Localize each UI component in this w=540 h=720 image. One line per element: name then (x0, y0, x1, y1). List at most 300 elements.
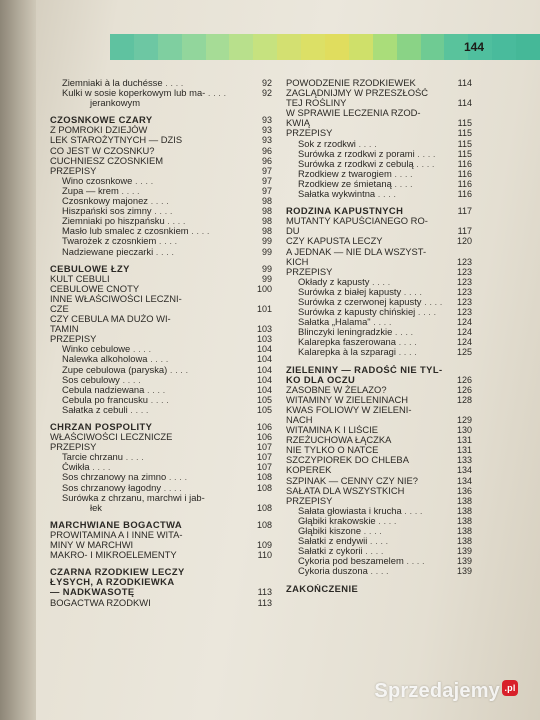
toc-entry-page: 104 (256, 364, 272, 375)
toc-entry-title: Rzodkiew z twarogiem . . . . (286, 169, 452, 179)
toc-entry-title: Winko cebulowe . . . . (50, 344, 252, 354)
toc-entry-page: 131 (456, 435, 472, 446)
toc-entry-title: Wino czosnkowe . . . . (50, 176, 252, 186)
toc-entry (286, 267, 472, 277)
toc-entry (50, 493, 272, 503)
toc-entry-page: 105 (256, 404, 272, 415)
toc-entry-title: KWAS FOLIOWY W ZIELENI- (286, 404, 412, 415)
toc-entry (50, 135, 272, 145)
toc-entry-page: 104 (256, 374, 272, 385)
toc-entry-page: 96 (261, 145, 272, 156)
toc-entry (286, 287, 472, 297)
toc-entry (50, 156, 272, 166)
toc-entry (286, 257, 472, 267)
toc-entry-title: ZASOBNE W ŻELAZO? (286, 384, 387, 395)
toc-entry (50, 166, 272, 176)
toc-entry-page: 97 (261, 165, 272, 176)
toc-entry-page: 139 (456, 566, 472, 577)
watermark-text: Sprzedajemy (374, 680, 500, 702)
toc-entry-title: Sos chrzanowy łagodny . . . . (50, 483, 252, 493)
header-stripe (373, 34, 397, 60)
toc-entry-title: SZCZYPIOREK DO CHLEBA (286, 455, 409, 466)
header-stripe (134, 34, 158, 60)
sprzedajemy-watermark (374, 680, 518, 703)
toc-entry-page: 138 (456, 495, 472, 506)
toc-entry (50, 354, 272, 364)
toc-entry (286, 486, 472, 496)
toc-entry (50, 247, 272, 257)
toc-entry-title: CZE (50, 303, 69, 314)
toc-entry-page: 116 (457, 189, 472, 200)
toc-entry-title: Głąbiki krakowskie . . . . (286, 516, 452, 526)
toc-entry-page: 107 (256, 442, 272, 453)
toc-entry-page: 104 (256, 384, 272, 395)
toc-entry-title: jerankowym (90, 98, 141, 109)
toc-entry (286, 216, 472, 226)
header-stripe (421, 34, 445, 60)
toc-entry (50, 462, 272, 472)
toc-entry-title: Sałatki z endywii . . . . (286, 536, 452, 546)
toc-entry-title: WŁAŚCIWOŚCI LECZNICZE (50, 432, 173, 443)
toc-entry-page: 98 (261, 216, 272, 227)
toc-entry-title: LEK STAROŻYTNYCH — DZIS (50, 135, 183, 146)
toc-entry (286, 247, 472, 257)
toc-entry-page: 100 (256, 283, 272, 294)
toc-entry-title: NACH (286, 415, 313, 425)
toc-entry-page: 93 (261, 135, 272, 146)
toc-entry-page: 126 (456, 384, 472, 395)
toc-entry (286, 337, 472, 347)
toc-entry-title: WITAMINA K I LIŚCIE (286, 425, 379, 436)
toc-entry-title: W SPRAWIE LECZENIA RZOD- (286, 108, 421, 119)
toc-entry-title: SAŁATA DLA WSZYSTKICH (286, 485, 405, 496)
toc-entry (50, 216, 272, 226)
toc-entry (50, 88, 272, 98)
toc-entry-title: Sałatki z cykorii . . . . (286, 546, 452, 556)
toc-entry (50, 598, 272, 608)
toc-entry-title: RODZINA KAPUSTNYCH (286, 206, 404, 217)
toc-entry (50, 176, 272, 186)
toc-entry-page: 115 (457, 128, 472, 139)
toc-entry-title: WITAMINY W ZIELENINACH (286, 394, 409, 405)
toc-entry-page: 133 (456, 455, 472, 466)
toc-entry-page: 108 (256, 482, 272, 493)
toc-entry-page: 98 (261, 196, 272, 207)
toc-entry-title: CZARNA RZODKIEW LECZY (50, 567, 185, 578)
toc-entry (50, 274, 272, 284)
toc-entry (286, 297, 472, 307)
toc-entry (50, 78, 272, 88)
toc-entry-title: PRZEPISY (50, 442, 97, 453)
toc-entry-page: 136 (456, 485, 472, 496)
toc-entry-title: POWODZENIE RZODKIEWEK (286, 78, 416, 88)
toc-entry-page: 125 (456, 347, 472, 358)
toc-entry-title: ŁYSYCH, A RZODKIEWKA (50, 577, 175, 588)
toc-entry (286, 108, 472, 118)
toc-entry-page: 116 (457, 158, 472, 169)
toc-entry-page: 139 (456, 546, 472, 557)
toc-entry-page: 99 (261, 273, 272, 284)
header-stripe (325, 34, 349, 60)
toc-entry (50, 503, 272, 513)
toc-entry-title: Nadziewane pieczarki . . . . (50, 247, 252, 257)
toc-entry (286, 546, 472, 556)
toc-entry-page: 104 (256, 344, 272, 355)
header-stripe (277, 34, 301, 60)
toc-entry (50, 294, 272, 304)
toc-entry-title: ZIELENINY — RADOŚĆ NIE TYL- (286, 364, 443, 375)
toc-entry-title: Cykoria pod beszamelem . . . . (286, 556, 452, 566)
toc-entry-page: 117 (457, 206, 472, 217)
toc-entry-page: 113 (257, 587, 272, 598)
toc-entry-title: KO DLA OCZU (286, 374, 356, 385)
toc-entry-page: 98 (261, 226, 272, 237)
toc-entry (50, 550, 272, 560)
toc-entry (50, 206, 272, 216)
toc-entry-title: DU (286, 226, 300, 237)
toc-entry-page: 138 (456, 536, 472, 547)
toc-entry (286, 226, 472, 236)
toc-entry-title: PRZEPISY (50, 334, 97, 345)
toc-entry (50, 236, 272, 246)
toc-entry-page: 138 (456, 505, 472, 516)
toc-entry-page: 114 (457, 78, 472, 88)
toc-entry-title: Ziemniaki à la duchésse . . . . (50, 78, 252, 88)
toc-entry-page: 138 (456, 526, 472, 537)
toc-entry (286, 395, 472, 405)
toc-entry-title: PRZEPISY (286, 266, 333, 277)
toc-entry (286, 375, 472, 385)
toc-entry (286, 149, 472, 159)
toc-entry (286, 425, 472, 435)
toc-entry (286, 584, 472, 594)
toc-entry-page: 115 (457, 138, 472, 149)
toc-entry (286, 169, 472, 179)
toc-entry (286, 236, 472, 246)
toc-entry-title: A JEDNAK — NIE DLA WSZYST- (286, 246, 427, 257)
toc-entry-page: 113 (257, 597, 272, 608)
toc-entry-title: Sok z rzodkwi . . . . (286, 139, 452, 149)
toc-entry (50, 452, 272, 462)
toc-entry-title: Tarcie chrzanu . . . . (50, 452, 252, 462)
toc-entry (286, 118, 472, 128)
toc-entry (50, 344, 272, 354)
toc-entry-page: 123 (456, 296, 472, 307)
header-stripe (110, 34, 134, 60)
toc-entry-title: PRZEPISY (50, 165, 97, 176)
toc-entry (50, 186, 272, 196)
toc-entry (50, 264, 272, 274)
toc-entry-title: Cebula nadziewana . . . . (50, 385, 252, 395)
toc-entry-page: 108 (256, 502, 272, 513)
toc-entry (286, 445, 472, 455)
toc-entry-page: 123 (456, 276, 472, 287)
toc-entry (50, 226, 272, 236)
toc-entry (50, 125, 272, 135)
toc-entry-title: Blinczyki leningradzkie . . . . (286, 327, 452, 337)
toc-entry-page: 139 (456, 556, 472, 567)
toc-entry-page: 115 (457, 148, 472, 159)
toc-entry (286, 435, 472, 445)
toc-entry-page: 108 (256, 519, 272, 530)
toc-entry (50, 304, 272, 314)
toc-entry (50, 385, 272, 395)
toc-entry (50, 314, 272, 324)
toc-entry-title: CHRZAN POSPOLITY (50, 422, 153, 432)
toc-entry-title: Surówka z rzodkwi z porami . . . . (286, 149, 452, 159)
toc-entry-page: 107 (256, 452, 272, 463)
toc-entry (50, 422, 272, 432)
toc-entry-title: TAMIN (50, 324, 79, 335)
toc-entry-title: MINY W MARCHWI (50, 540, 134, 551)
toc-entry-page: 109 (256, 540, 272, 551)
toc-entry-title: TEJ ROŚLINY (286, 98, 347, 109)
toc-entry-title: Zupe cebulowa (paryska) . . . . (50, 365, 252, 375)
toc-entry-title: Surówka z kapusty chińskiej . . . . (286, 307, 452, 317)
toc-entry-page: 123 (456, 266, 472, 277)
toc-entry (50, 146, 272, 156)
toc-entry-page: 98 (261, 206, 272, 217)
toc-entry (50, 530, 272, 540)
toc-entry-title: INNE WŁAŚCIWOŚCI LECZNI- (50, 293, 182, 304)
toc-entry (286, 365, 472, 375)
toc-entry (286, 455, 472, 465)
header-stripe (158, 34, 182, 60)
toc-entry-title: Surówka z rzodkwi z cebulą . . . . (286, 159, 452, 169)
toc-entry (286, 405, 472, 415)
toc-entry-page: 96 (261, 155, 272, 166)
toc-entry-title: CZY KAPUSTA LECZY (286, 236, 383, 247)
toc-entry-page: 131 (456, 445, 472, 456)
toc-entry-title: Kulki w sosie koperkowym lub ma- . . . . (50, 88, 252, 98)
toc-entry-title: Nalewka alkoholowa . . . . (50, 354, 252, 364)
toc-entry-title: Twarożek z czosnkiem . . . . (50, 236, 252, 246)
toc-entry-title: CEBULOWE ŁZY (50, 263, 130, 274)
toc-entry (286, 139, 472, 149)
toc-entry-title: Surówka z białej kapusty . . . . (286, 287, 452, 297)
toc-entry-title: PRZEPISY (286, 495, 333, 506)
header-stripe (229, 34, 253, 60)
toc-entry-title: — NADKWASOTĘ (50, 587, 135, 598)
toc-entry (286, 536, 472, 546)
book-spine-shadow (0, 0, 36, 720)
toc-entry-page: 114 (457, 98, 472, 109)
toc-entry-page: 106 (256, 432, 272, 443)
toc-entry (50, 540, 272, 550)
toc-entry-title: Zupa — krem . . . . (50, 186, 252, 196)
header-stripe (182, 34, 206, 60)
toc-entry-page: 138 (456, 515, 472, 526)
toc-entry-title: Sałatka z cebuli . . . . (50, 405, 252, 415)
toc-entry-title: Rzodkiew ze śmietaną . . . . (286, 179, 452, 189)
toc-entry (50, 196, 272, 206)
toc-entry (50, 472, 272, 482)
toc-entry-page: 105 (256, 394, 272, 405)
header-stripe (301, 34, 325, 60)
toc-entry (50, 587, 272, 597)
toc-entry-title: Z POMROKI DZIEJÓW (50, 125, 148, 136)
toc-entry-title: Hiszpański sos zimny . . . . (50, 206, 252, 216)
toc-entry (50, 375, 272, 385)
toc-entry-title: Sos cebulowy . . . . (50, 375, 252, 385)
toc-left-column (50, 78, 272, 608)
toc-entry-page: 123 (456, 256, 472, 267)
toc-entry-page: 134 (456, 465, 472, 476)
toc-entry-page: 97 (261, 185, 272, 196)
toc-entry-title: Surówka z czerwonej kapusty . . . . (286, 297, 452, 307)
toc-entry-title: ZAKOŃCZENIE (286, 583, 359, 594)
page-number: 144 (463, 40, 484, 54)
toc-entry-title: Sałata głowiasta i krucha . . . . (286, 506, 452, 516)
toc-entry-page: 108 (256, 472, 272, 483)
toc-entry-page: 123 (456, 286, 472, 297)
toc-entry (286, 465, 472, 475)
toc-entry-title: SZPINAK — CENNY CZY NIE? (286, 475, 418, 486)
toc-entry (50, 567, 272, 577)
toc-entry-title: Czosnkowy majonez . . . . (50, 196, 252, 206)
header-stripe (492, 34, 516, 60)
toc-entry (286, 179, 472, 189)
toc-entry (286, 556, 472, 566)
toc-entry (50, 520, 272, 530)
toc-entry-page: 123 (456, 307, 472, 318)
toc-entry-title: CEBULOWE CNOTY (50, 283, 140, 294)
toc-entry-title: BOGACTWA RZODKWI (50, 597, 151, 608)
toc-entry-title: CZOSNKOWE CZARY (50, 115, 153, 126)
toc-entry-title: Surówka z chrzanu, marchwi i jab- (62, 492, 205, 503)
header-stripe (397, 34, 421, 60)
toc-entry (286, 317, 472, 327)
toc-entry-title: RZEŻUCHOWA ŁĄCZKA (286, 435, 392, 446)
toc-entry-page: 99 (261, 246, 272, 257)
toc-entry-page: 126 (456, 374, 472, 385)
toc-entry-page: 101 (256, 303, 272, 314)
toc-entry-title: Kalarepka faszerowana . . . . (286, 337, 452, 347)
toc-entry (50, 405, 272, 415)
toc-entry-page: 134 (456, 475, 472, 486)
toc-entry-title: ZAGLĄDNIJMY W PRZESZŁOŚĆ (286, 88, 429, 99)
toc-entry (286, 415, 472, 425)
toc-entry-page: 97 (261, 175, 272, 186)
toc-entry (286, 189, 472, 199)
toc-entry (50, 365, 272, 375)
toc-entry-page: 130 (456, 425, 472, 436)
toc-entry (286, 277, 472, 287)
toc-entry-title: KULT CEBULI (50, 273, 110, 284)
header-stripe (253, 34, 277, 60)
toc-entry-title: Cebula po francusku . . . . (50, 395, 252, 405)
toc-entry-title: NIE TYLKO O NATCE (286, 445, 379, 456)
toc-entry (286, 516, 472, 526)
toc-entry-title: Sałatka „Halama" . . . . (286, 317, 452, 327)
toc-entry (50, 483, 272, 493)
toc-entry-title: Ćwikła . . . . (50, 462, 252, 472)
toc-entry (286, 128, 472, 138)
toc-entry (50, 115, 272, 125)
toc-entry-page: 93 (261, 125, 272, 136)
toc-entry (50, 395, 272, 405)
toc-entry-page: 116 (457, 178, 472, 189)
toc-entry-title: KWIĄ (286, 118, 310, 129)
toc-entry (286, 206, 472, 216)
toc-entry-title: MARCHWIANE BOGACTWA (50, 519, 183, 530)
toc-entry-title: CUCHNIESZ CZOSNKIEM (50, 155, 164, 166)
toc-entry-title: Masło lub smalec z czosnkiem . . . . (50, 226, 252, 236)
toc-entry-page: 120 (456, 236, 472, 247)
toc-entry (50, 442, 272, 452)
toc-entry (286, 566, 472, 576)
toc-entry-page: 107 (256, 462, 272, 473)
toc-entry (286, 506, 472, 516)
toc-right-column (286, 78, 472, 594)
toc-entry (286, 159, 472, 169)
toc-entry (286, 347, 472, 357)
toc-entry-title: KOPEREK (286, 465, 332, 476)
toc-entry-title: Ziemniaki po hiszpańsku . . . . (50, 216, 252, 226)
toc-entry-title: Kalarepka à la szparagi . . . . (286, 347, 452, 357)
toc-entry (286, 496, 472, 506)
toc-entry-title: Sos chrzanowy na zimno . . . . (50, 472, 252, 482)
toc-entry-page: 104 (256, 354, 272, 365)
toc-entry-title: MUTANTY KAPUŚCIANEGO RO- (286, 216, 428, 227)
toc-entry (286, 476, 472, 486)
toc-entry-page: 117 (457, 226, 472, 237)
toc-entry-title: CZY CEBULA MA DUŻO WI- (50, 314, 171, 325)
toc-entry-page: 99 (261, 263, 272, 274)
toc-entry-title: KICH (286, 256, 309, 267)
toc-entry (286, 327, 472, 337)
toc-entry (50, 284, 272, 294)
toc-entry-title: CO JEST W CZOSNKU? (50, 145, 155, 156)
toc-entry (50, 432, 272, 442)
toc-entry-page: 115 (457, 118, 472, 129)
toc-entry (286, 98, 472, 108)
toc-entry (286, 78, 472, 88)
toc-entry-title: łek (90, 502, 102, 513)
toc-entry-title: Sałatka wykwintna . . . . (286, 189, 452, 199)
toc-entry (286, 307, 472, 317)
toc-entry-title: Głąbiki kiszone . . . . (286, 526, 452, 536)
toc-entry-page: 128 (456, 394, 472, 405)
toc-entry-title: Okłady z kapusty . . . . (286, 277, 452, 287)
header-stripe (349, 34, 373, 60)
toc-entry-page: 92 (261, 88, 272, 99)
toc-entry-page: 106 (256, 422, 272, 432)
toc-entry-page: 93 (261, 115, 272, 126)
toc-entry-page: 129 (456, 415, 472, 425)
toc-entry-title: PROWITAMINA A I INNE WITA- (50, 529, 183, 540)
toc-entry-page: 124 (456, 317, 472, 328)
toc-entry (50, 324, 272, 334)
toc-entry (50, 334, 272, 344)
toc-entry-title: MAKRO- I MIKROELEMENTY (50, 550, 177, 561)
header-stripe (516, 34, 540, 60)
toc-entry-page: 110 (257, 550, 272, 561)
header-stripe (206, 34, 230, 60)
toc-entry-title: Cykoria duszona . . . . (286, 566, 452, 576)
toc-entry-page: 103 (256, 324, 272, 335)
toc-entry (286, 88, 472, 98)
toc-entry-page: 103 (256, 334, 272, 345)
watermark-badge: .pl (502, 680, 518, 696)
toc-entry-page: 99 (261, 236, 272, 247)
toc-entry-page: 92 (261, 78, 272, 88)
toc-entry-page: 124 (456, 337, 472, 348)
toc-entry (286, 526, 472, 536)
toc-entry-page: 124 (456, 327, 472, 338)
toc-entry-page: 116 (457, 168, 472, 179)
toc-entry (286, 385, 472, 395)
